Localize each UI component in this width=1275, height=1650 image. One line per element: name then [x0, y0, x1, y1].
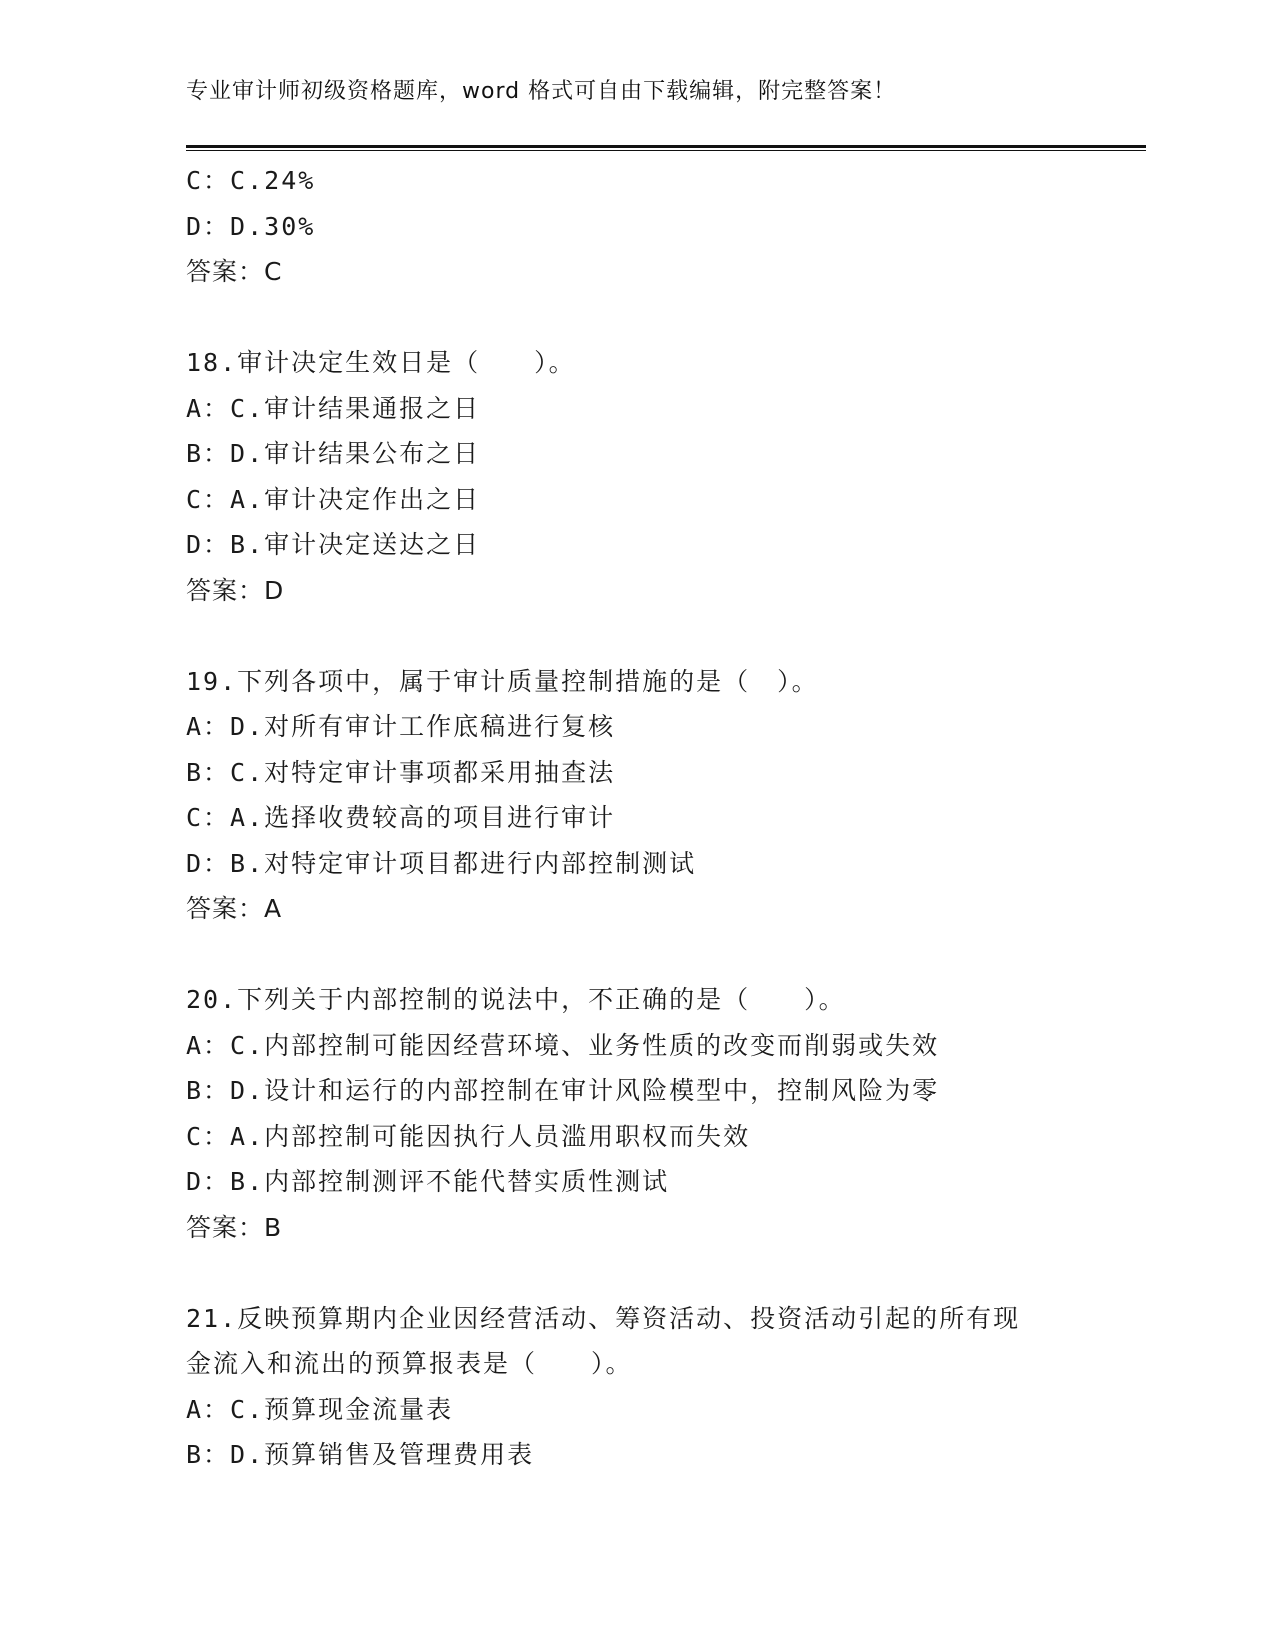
question-block-19 [186, 659, 1086, 932]
answer-line: 答案：A [186, 894, 283, 923]
option-b: B：C.对特定审计事项都采用抽查法 [186, 757, 616, 787]
question-block-21 [186, 1296, 1086, 1478]
answer-line: 答案：B [186, 1212, 283, 1242]
question-stem: 18.审计决定生效日是（ ）。 [186, 348, 576, 377]
option-a: A：D.对所有审计工作底稿进行复核 [186, 712, 616, 741]
question-block-17 [186, 158, 1086, 295]
header-divider-thin [186, 150, 1146, 151]
option-a: A：C.内部控制可能因经营环境、业务性质的改变而削弱或失效 [186, 1030, 940, 1060]
header-divider-thick [186, 145, 1146, 148]
option-d: D：D.30% [186, 211, 316, 241]
question-stem: 19.下列各项中，属于审计质量控制措施的是（ ）。 [186, 666, 819, 696]
option-a: A：C.审计结果通报之日 [186, 393, 481, 423]
answer-line: 答案：D [186, 575, 285, 605]
page-header: 专业审计师初级资格题库，word 格式可自由下载编辑，附完整答案！ [186, 79, 897, 104]
answer-line: 答案：C [186, 257, 283, 286]
option-b: B：D.设计和运行的内部控制在审计风险模型中，控制风险为零 [186, 1076, 940, 1105]
option-b: B：D.预算销售及管理费用表 [186, 1440, 535, 1469]
question-stem-line-1: 21.反映预算期内企业因经营活动、筹资活动、投资活动引起的所有现 [186, 1303, 1021, 1333]
option-b: B：D.审计结果公布之日 [186, 439, 481, 468]
option-c: C：A.审计决定作出之日 [186, 484, 481, 514]
option-d: D：B.内部控制测评不能代替实质性测试 [186, 1167, 670, 1196]
question-list [186, 158, 1086, 1478]
question-block-18 [186, 340, 1086, 613]
option-c: C：A.选择收费较高的项目进行审计 [186, 803, 616, 832]
option-d: D：B.对特定审计项目都进行内部控制测试 [186, 848, 697, 878]
option-c: C：A.内部控制可能因执行人员滥用职权而失效 [186, 1121, 751, 1151]
option-c: C：C.24% [186, 166, 316, 195]
option-d: D：B.审计决定送达之日 [186, 530, 481, 559]
option-a: A：C.预算现金流量表 [186, 1394, 454, 1424]
question-stem: 20.下列关于内部控制的说法中，不正确的是（ ）。 [186, 985, 846, 1014]
question-block-20 [186, 977, 1086, 1250]
question-stem-line-2: 金流入和流出的预算报表是（ ）。 [186, 1349, 633, 1378]
